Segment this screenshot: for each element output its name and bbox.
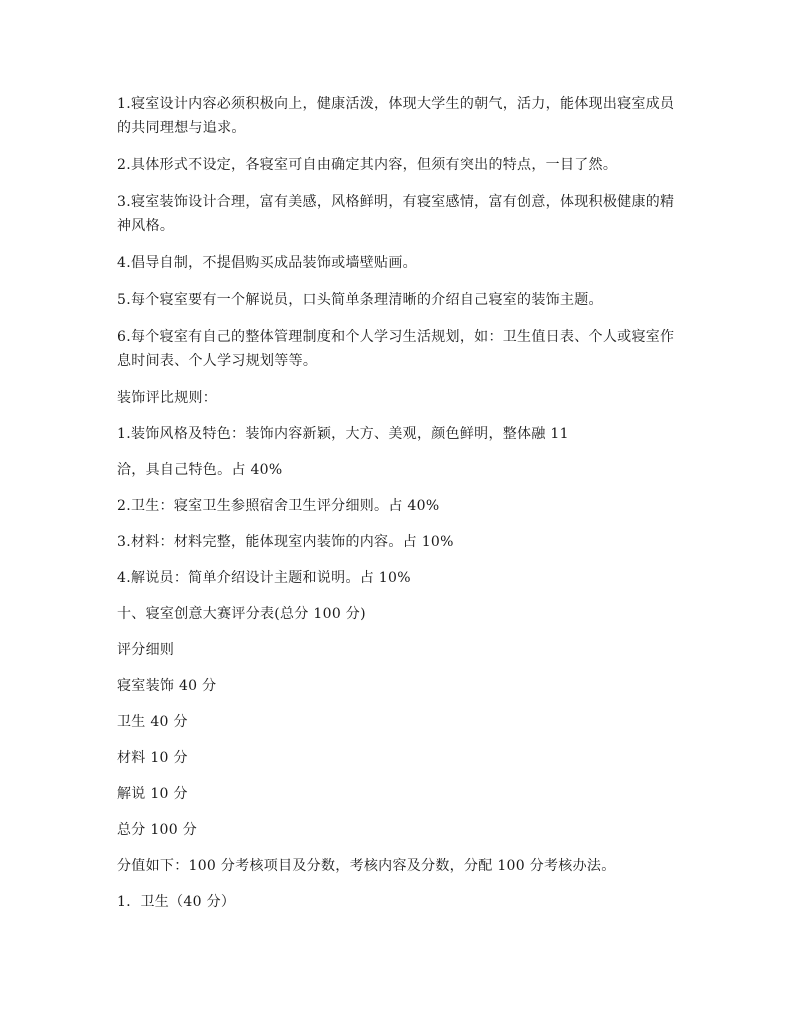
score-narration: 解说 10 分 (117, 786, 188, 802)
section-heading-score-table: 十、寝室创意大赛评分表(总分 100 分) (117, 606, 366, 622)
rule-style-continued: 洽，具自己特色。占 40% (117, 462, 283, 478)
item-hygiene-heading: 1．卫生（40 分） (117, 894, 236, 910)
score-hygiene: 卫生 40 分 (117, 714, 188, 730)
paragraph-decoration-design: 3.寝室装饰设计合理，富有美感，风格鲜明，有寝室感情，富有创意，体现积极健康的精神风格。 (117, 194, 675, 234)
rule-style: 1.装饰风格及特色：装饰内容新颖，大方、美观，颜色鲜明，整体融 11 (117, 426, 569, 442)
score-allocation: 分值如下：100 分考核项目及分数，考核内容及分数，分配 100 分考核办法。 (117, 858, 616, 874)
paragraph-design-content: 1.寝室设计内容必须积极向上，健康活泼，体现大学生的朝气，活力，能体现出寝室成员的共同理想与追求。 (117, 96, 675, 136)
score-details-label: 评分细则 (117, 642, 175, 658)
rule-narrator: 4.解说员：简单介绍设计主题和说明。占 10% (117, 570, 411, 586)
score-decoration: 寝室装饰 40 分 (117, 678, 217, 694)
paragraph-management: 6.每个寝室有自己的整体管理制度和个人学习生活规划，如：卫生值日表、个人或寝室作息时间表、个人学习规划等等。 (117, 329, 675, 369)
rule-materials: 3.材料：材料完整，能体现室内装饰的内容。占 10% (117, 534, 454, 550)
score-total: 总分 100 分 (117, 822, 198, 838)
paragraph-self-made: 4.倡导自制，不提倡购买成品装饰或墙壁贴画。 (117, 255, 417, 271)
paragraph-narrator: 5.每个寝室要有一个解说员，口头简单条理清晰的介绍自己寝室的装饰主题。 (117, 292, 603, 308)
rule-hygiene: 2.卫生：寝室卫生参照宿舍卫生评分细则。占 40% (117, 498, 440, 514)
document-body (117, 92, 682, 914)
score-materials: 材料 10 分 (117, 750, 188, 766)
paragraph-form: 2.具体形式不设定，各寝室可自由确定其内容，但须有突出的特点，一目了然。 (117, 157, 618, 173)
section-heading-rules: 装饰评比规则： (117, 390, 218, 406)
